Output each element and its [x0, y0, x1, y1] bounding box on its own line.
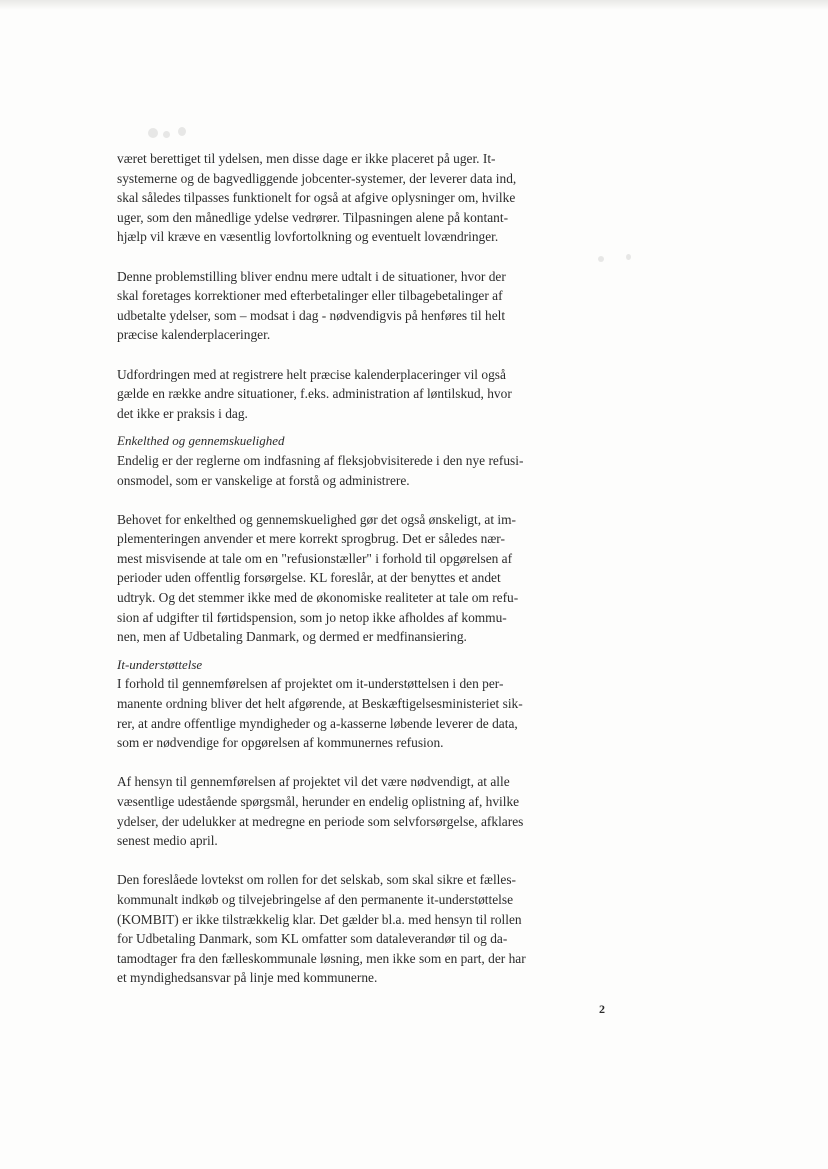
text-line: ydelser, der udelukker at medregne en periode som selvforsørgelse, afklares — [117, 813, 524, 829]
text-line: hjælp vil kræve en væsentlig lovfortolkning og eventuelt lovændringer. — [117, 229, 499, 245]
paragraph — [117, 510, 567, 647]
document-body — [117, 149, 567, 988]
text-line: I forhold til gennemførelsen af projektet om it-understøttelsen i den per- — [117, 676, 504, 692]
text-line: Denne problemstilling bliver endnu mere udtalt i de situationer, hvor der — [117, 268, 506, 284]
text-line: skal således tilpasses funktionelt for også at afgive oplysninger om, hvilke — [117, 190, 516, 206]
text-line: som er nødvendige for opgørelsen af kommunernes refusion. — [117, 735, 444, 751]
text-line: senest medio april. — [117, 833, 218, 849]
text-line: udtryk. Og det stemmer ikke med de økonomiske realiteter at tale om refu- — [117, 590, 519, 606]
paragraph — [117, 870, 567, 988]
text-line: været berettiget til ydelsen, men disse dage er ikke placeret på uger. It- — [117, 151, 496, 166]
paragraph — [117, 365, 567, 424]
scan-artifact — [148, 128, 158, 138]
text-line: Den foreslåede lovtekst om rollen for det selskab, som skal sikre et fælles- — [117, 872, 517, 888]
text-line: et myndighedsansvar på linje med kommunerne. — [117, 970, 378, 986]
text-line: sion af udgifter til førtidspension, som jo netop ikke afholdes af kommu- — [117, 609, 507, 625]
text-line: plementeringen anvender et mere korrekt sprogbrug. Det er således nær- — [117, 531, 505, 547]
section-heading: It-understøttelse — [117, 656, 203, 672]
text-line: skal foretages korrektioner med efterbetalinger eller tilbagebetalinger af — [117, 288, 503, 304]
section — [117, 655, 567, 753]
text-line: manente ordning bliver det helt afgørende, at Beskæftigelsesministeriet sik- — [117, 696, 523, 712]
scan-artifact — [178, 127, 186, 136]
text-line: tamodtager fra den fælleskommunale løsning, men ikke som en part, der har — [117, 950, 526, 966]
text-line: onsmodel, som er vanskelige at forstå og administrere. — [117, 472, 410, 488]
text-line: uger, som den månedlige ydelse vedrører. Tilpasningen alene på kontant- — [117, 209, 509, 225]
text-line: (KOMBIT) er ikke tilstrækkelig klar. Det gælder bl.a. med hensyn til rollen — [117, 911, 522, 927]
text-line: Af hensyn til gennemførelsen af projektet vil det være nødvendigt, at alle — [117, 774, 510, 790]
text-line: mest misvisende at tale om en "refusionstæller" i forhold til opgørelsen af — [117, 550, 513, 566]
section-heading: Enkelthed og gennemskuelighed — [117, 433, 285, 449]
text-line: Endelig er der reglerne om indfasning af fleksjobvisiterede i den nye refusi- — [117, 452, 524, 468]
scan-artifact — [598, 256, 604, 262]
text-line: rer, at andre offentlige myndigheder og a-kasserne løbende leverer de data, — [117, 715, 518, 731]
text-line: Behovet for enkelthed og gennemskuelighed gør det også ønskeligt, at im- — [117, 511, 517, 527]
paragraph — [117, 149, 567, 247]
page-number: 2 — [599, 1002, 605, 1016]
text-line: udbetalte ydelser, som – modsat i dag - nødvendigvis på henføres til helt — [117, 307, 506, 323]
text-line: for Udbetaling Danmark, som KL omfatter som dataleverandør til og da- — [117, 931, 508, 947]
scan-top-edge — [0, 0, 828, 10]
text-line: præcise kalenderplaceringer. — [117, 327, 271, 343]
text-line: perioder uden offentlig forsørgelse. KL foreslår, at der benyttes et andet — [117, 570, 501, 586]
section — [117, 431, 567, 490]
text-line: væsentlige udestående spørgsmål, herunder en endelig oplistning af, hvilke — [117, 794, 520, 809]
text-line: det ikke er praksis i dag. — [117, 405, 248, 421]
scan-artifact — [626, 254, 631, 260]
scan-artifact — [163, 131, 170, 138]
paragraph — [117, 772, 567, 850]
text-line: kommunalt indkøb og tilvejebringelse af den permanente it-understøttelse — [117, 891, 514, 907]
text-line: gælde en række andre situationer, f.eks. administration af løntilskud, hvor — [117, 386, 512, 402]
text-line: Udfordringen med at registrere helt præcise kalenderplaceringer vil også — [117, 366, 506, 382]
paragraph — [117, 267, 567, 345]
text-line: nen, men af Udbetaling Danmark, og dermed er medfinansiering. — [117, 629, 467, 645]
text-line: systemerne og de bagvedliggende jobcenter-systemer, der leverer data ind, — [117, 170, 517, 186]
